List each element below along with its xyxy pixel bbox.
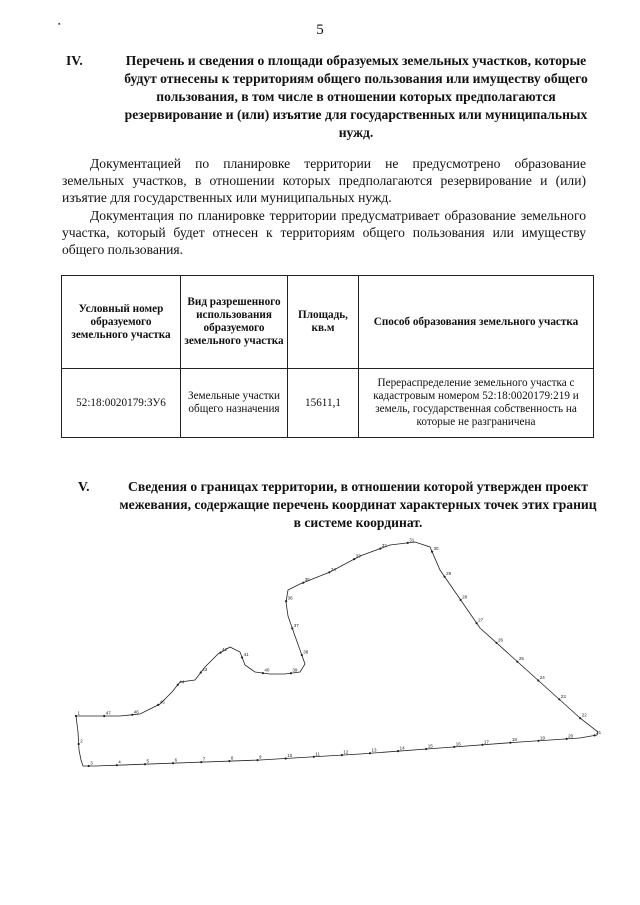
boundary-point-label: 13	[371, 747, 377, 753]
boundary-point-label: 15	[427, 743, 433, 749]
boundary-point-label: 32	[381, 543, 387, 549]
boundary-point-label: 44	[179, 679, 185, 685]
header-area: Площадь, кв.м	[288, 276, 359, 369]
header-plot-number: Условный номер образуемого земельного участка	[62, 276, 181, 369]
boundary-point-label: 4	[118, 759, 121, 765]
boundary-point-label: 33	[355, 553, 361, 559]
boundary-point-label: 2	[80, 738, 83, 744]
cell-plot-number: 52:18:0020179:ЗУ6	[62, 369, 181, 438]
boundary-point-label: 37	[293, 622, 299, 628]
boundary-point-label: 43	[202, 667, 208, 672]
boundary-point-label: 39	[292, 667, 298, 673]
boundary-point-label: 36	[287, 595, 293, 601]
boundary-point-label: 30	[433, 546, 439, 552]
boundary-point-label: 6	[174, 757, 178, 763]
boundary-points	[75, 537, 602, 767]
boundary-point-label: 7	[202, 756, 206, 762]
section-4-heading	[66, 52, 596, 142]
boundary-point-label: 1	[77, 710, 81, 716]
paragraph-no-reservation: Документацией по планировке территории не предусмотрено образование земельных участков, в отношении которых предполагаются резервирование и (или) изъятие для государственных или муниципальных нужд.	[62, 156, 586, 205]
boundary-point-label: 42	[222, 647, 228, 653]
boundary-point-label: 28	[462, 594, 468, 600]
boundary-point-label: 29	[446, 571, 452, 577]
table-header-row	[62, 276, 594, 369]
section-4-number: IV.	[66, 53, 83, 68]
boundary-point-label: 16	[455, 741, 461, 747]
boundary-point-label: 31	[409, 537, 415, 543]
boundary-point-label: 18	[511, 737, 517, 743]
boundary-point-label: 25	[518, 656, 524, 662]
table-row	[62, 369, 594, 438]
boundary-line	[76, 542, 598, 766]
boundary-point-label: 46	[133, 709, 139, 715]
boundary-point-label: 9	[259, 754, 262, 760]
cell-formation-method: Перераспределение земельного участка с кадастровым номером 52:18:0020179:219 и земель, государственная собственность на которые не разграничена	[359, 369, 594, 438]
section-5-heading	[78, 478, 598, 532]
boundary-point-label: 35	[304, 577, 310, 583]
section-4-title: Перечень и сведения о площади образуемых земельных участков, которые будут отнесены к территориям общего пользования или имуществу общего пользования, в том числе в отношении которых предполагаются резервирование и (или) изъятие для государственных или муниципальных нужд.	[124, 53, 588, 140]
boundary-point-label: 8	[230, 755, 234, 761]
cell-area: 15611,1	[288, 369, 359, 438]
paragraph-public-use: Документация по планировке территории предусматривает образование земельного участка, который будет отнесен к территориям общего пользования или имуществу общего пользования.	[62, 208, 586, 257]
boundary-point-label: 38	[303, 649, 309, 655]
boundary-point-label: 40	[264, 667, 270, 673]
boundary-point-label: 23	[560, 693, 566, 699]
header-formation-method: Способ образования земельного участка	[359, 276, 594, 369]
boundary-point-label: 19	[540, 735, 546, 741]
boundary-point-label: 41	[243, 652, 249, 657]
boundary-point-label: 5	[146, 758, 150, 764]
cell-use-type: Земельные участки общего назначения	[181, 369, 288, 438]
land-plots-table	[61, 275, 594, 438]
boundary-point-label: 45	[159, 699, 165, 705]
page-number: 5	[316, 22, 324, 38]
boundary-point-label: 22	[581, 712, 587, 718]
boundary-point-label: 12	[343, 749, 349, 755]
boundary-point-label: 10	[287, 753, 293, 758]
boundary-point-label: 20	[568, 733, 574, 739]
section-5-title: Сведения о границах территории, в отношении которой утвержден проект межевания, содержащие перечень координат характерных точек этих границ в системе координат.	[119, 479, 597, 530]
boundary-point-label: 14	[399, 745, 405, 751]
boundary-point-label: 24	[539, 675, 545, 680]
scan-mark: ▪	[58, 20, 61, 28]
header-use-type: Вид разрешенного использования образуемого земельного участка	[181, 276, 288, 369]
boundary-point-label: 3	[90, 760, 93, 766]
boundary-point-label: 21	[596, 729, 602, 735]
boundary-point-label: 17	[483, 739, 489, 745]
boundary-point-label: 11	[315, 751, 320, 757]
boundary-point-label: 27	[478, 617, 484, 623]
boundary-plan	[60, 532, 620, 782]
boundary-point-label: 34	[330, 566, 336, 572]
boundary-point-label: 26	[498, 637, 504, 643]
section-5-number: V.	[78, 479, 90, 494]
boundary-point-label: 47	[105, 710, 111, 716]
